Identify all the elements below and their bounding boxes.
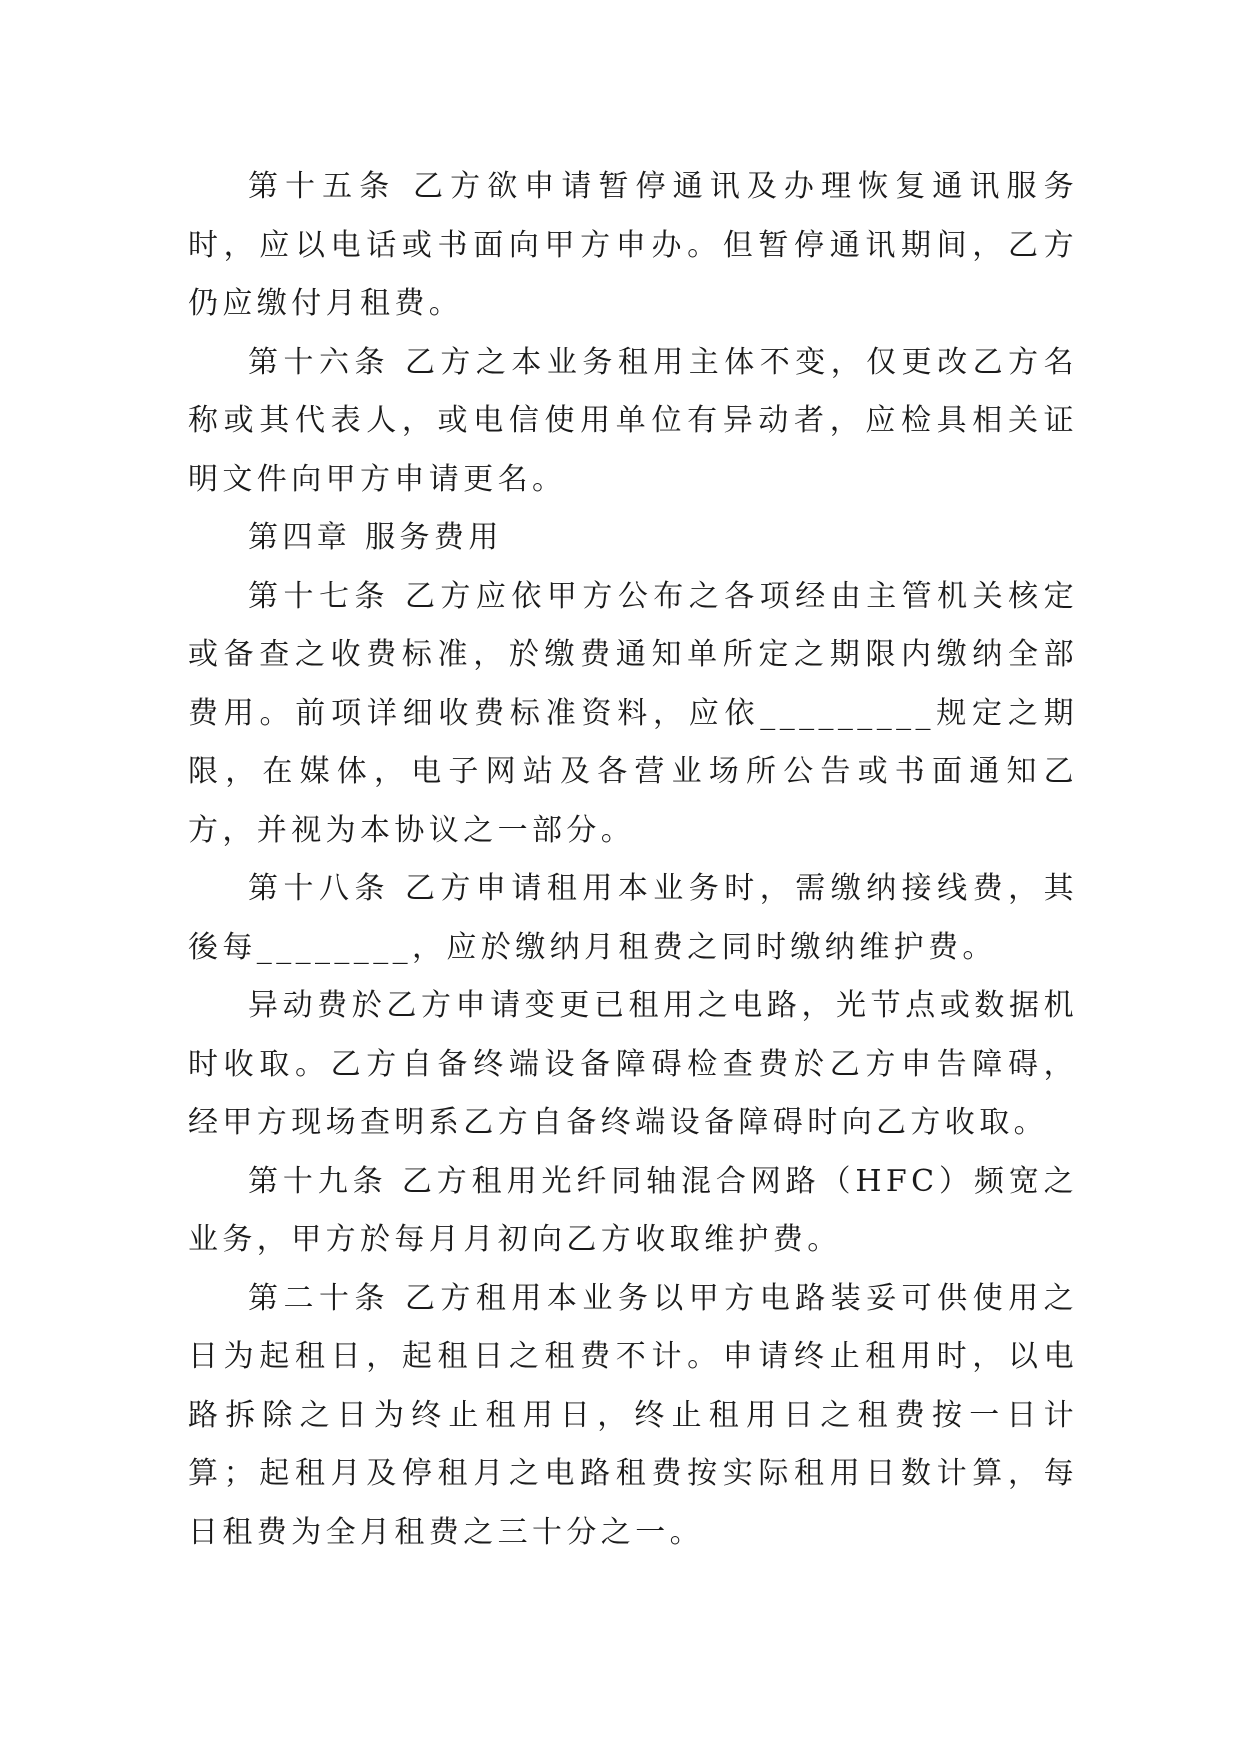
article-18-continued: 异动费於乙方申请变更已租用之电路，光节点或数据机时收取。乙方自备终端设备障碍检查费於乙方申告障碍，经甲方现场查明系乙方自备终端设备障碍时向乙方收取。: [188, 988, 1078, 1140]
article-20: 第二十条 乙方租用本业务以甲方电路装妥可供使用之日为起租日，起租日之租费不计。申请终止租用时，以电路拆除之日为终止租用日，终止租用日之租费按一日计算；起租月及停租月之电路租费按实际租用日数计算，每日租费为全月租费之三十分之一。: [188, 1280, 1078, 1550]
article-19: 第十九条 乙方租用光纤同轴混合网路（HFC）频宽之业务，甲方於每月月初向乙方收取维护费。: [188, 1163, 1078, 1257]
article-16: 第十六条 乙方之本业务租用主体不变，仅更改乙方名称或其代表人，或电信使用单位有异动者，应检具相关证明文件向甲方申请更名。: [188, 344, 1078, 497]
article-18: 第十八条 乙方申请租用本业务时，需缴纳接线费，其後每________，应於缴纳月租费之同时缴纳维护费。: [188, 871, 1078, 965]
chapter-4-heading: 第四章 服务费用: [248, 520, 503, 555]
article-15: 第十五条 乙方欲申请暂停通讯及办理恢复通讯服务时，应以电话或书面向甲方申办。但暂停通讯期间，乙方仍应缴付月租费。: [188, 169, 1078, 321]
article-17: 第十七条 乙方应依甲方公布之各项经由主管机关核定或备查之收费标准，於缴费通知单所定之期限内缴纳全部费用。前项详细收费标准资料，应依_________规定之期限，在媒体，电子网站及各营业场所公告或书面通知乙方，并视为本协议之一部分。: [188, 578, 1078, 848]
document-page: [188, 158, 1078, 1562]
